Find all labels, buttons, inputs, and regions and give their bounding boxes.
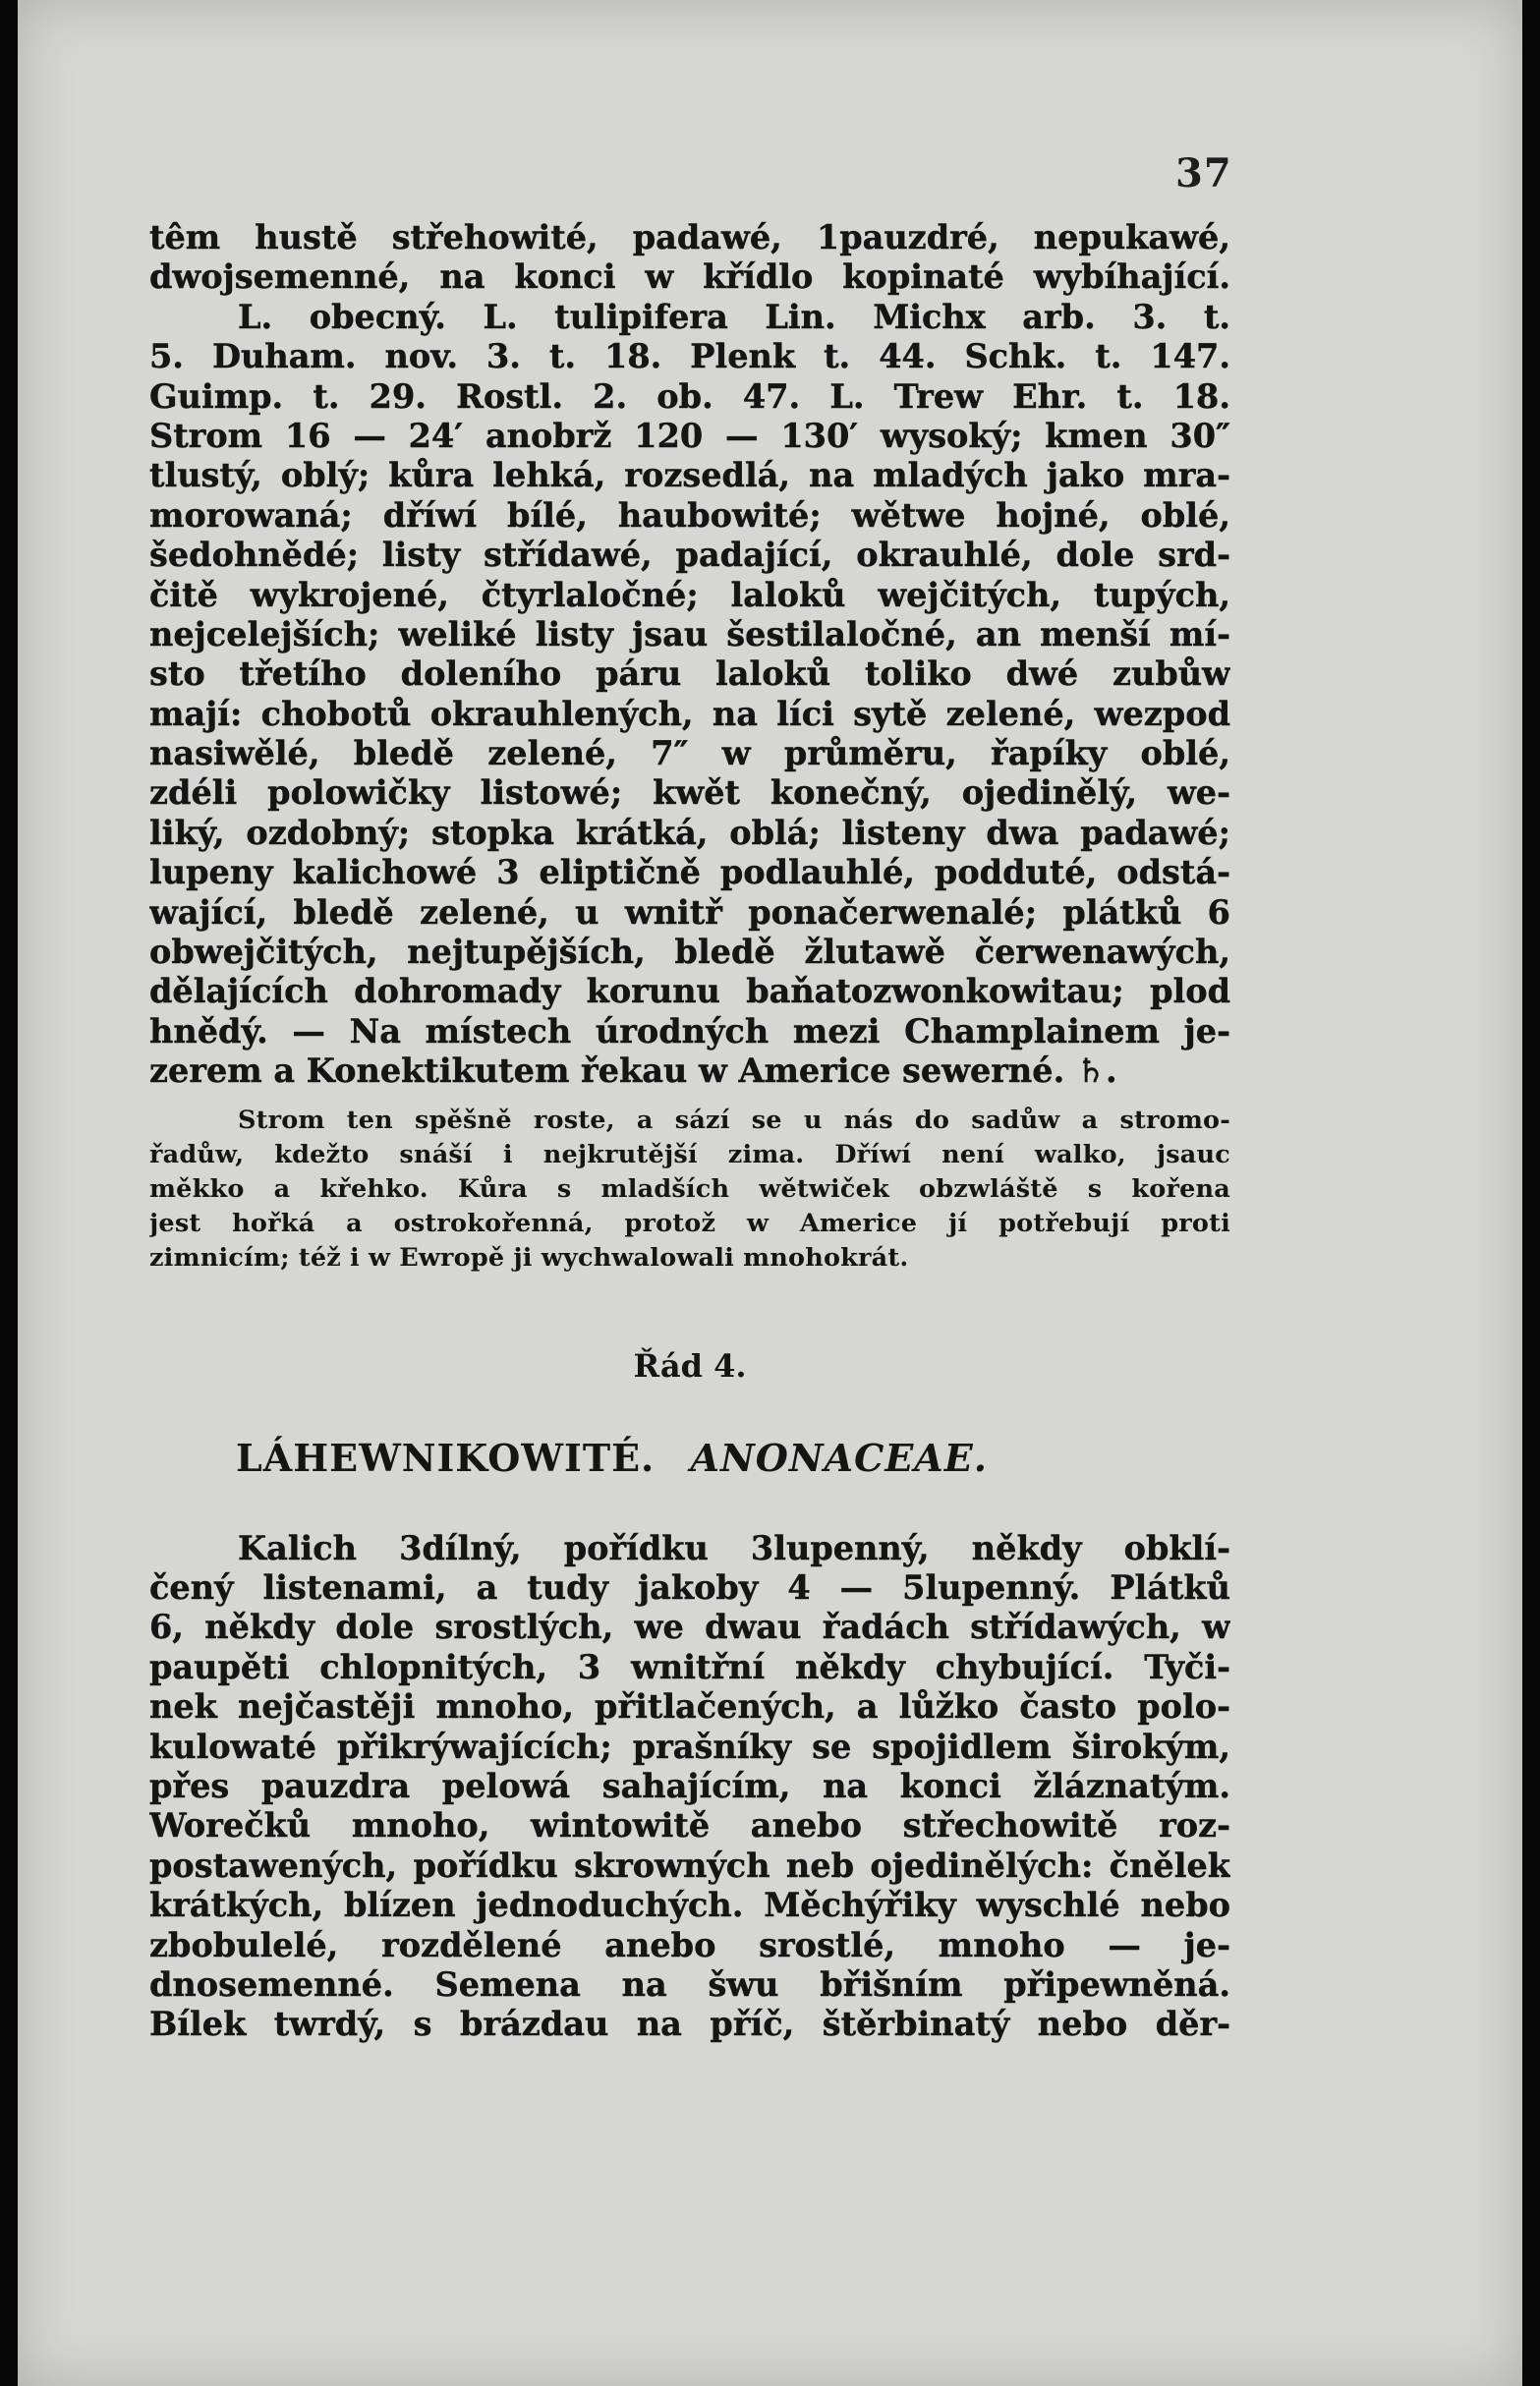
text-line: krátkých, blízen jednoduchých. Měchýřiky wyschlé nebo xyxy=(149,1886,1230,1925)
page-body xyxy=(149,218,1230,2045)
text-line: postawených, pořídku skrowných neb ojedinělých: čnělek xyxy=(149,1846,1230,1885)
text-line: přes pauzdra pelowá sahajícím, na konci žláznatým. xyxy=(149,1766,1230,1805)
family-name-latin: ANONACEAE. xyxy=(690,1435,988,1480)
text-line: 6, někdy dole srostlých, we dwau řadách střídawých, w xyxy=(149,1608,1230,1647)
family-heading xyxy=(149,1433,1230,1484)
text-line: Worečků mnoho, wintowitě anebo střechowitě roz- xyxy=(149,1806,1230,1846)
text-line: čitě wykrojené, čtyrlaločné; laloků wejčitých, tupých, xyxy=(149,575,1230,614)
text-line: lupeny kalichowé 3 eliptičně podlauhlé, podduté, odstá- xyxy=(149,853,1230,892)
text-line: sto třetího doleního páru laloků toliko dwé zubůw xyxy=(149,654,1230,694)
text-line: Kalich 3dílný, pořídku 3lupenný, někdy obklí- xyxy=(238,1528,1230,1567)
note-line: měkko a křehko. Kůra s mladších wětwiček obzwláště s kořena xyxy=(149,1173,1230,1204)
text-line: nejcelejších; weliké listy jsau šestilaločné, an menší mí- xyxy=(149,614,1230,653)
text-line: šedohnědé; listy střídawé, padající, okrauhlé, dole srd- xyxy=(149,536,1230,575)
species-heading-line: L. obecný. L. tulipifera Lin. Michx arb. 3. t. xyxy=(238,297,1230,336)
small-print-note xyxy=(149,1104,1230,1138)
text-line: čený listenami, a tudy jakoby 4 — 5lupenný. Plátků xyxy=(149,1567,1230,1607)
order-heading: Řád 4. xyxy=(633,1346,747,1385)
text-line: têm hustě střehowité, padawé, 1pauzdré, nepukawé, xyxy=(149,218,1230,256)
species-paragraph xyxy=(149,218,1230,1092)
book-page xyxy=(18,0,1522,2386)
text-line: mají: chobotů okrauhlených, na líci sytě zelené, wezpod xyxy=(149,694,1230,733)
text-line: Bílek twrdý, s brázdau na příč, štěrbinatý nebo děr- xyxy=(149,2005,1230,2044)
text-line: zerem a Konektikutem řekau w Americe sewerné. ♄. xyxy=(149,1051,1117,1091)
text-line: Guimp. t. 29. Rostl. 2. ob. 47. L. Trew Ehr. t. 18. xyxy=(149,376,1230,416)
note-line: Strom ten spěšně roste, a sází se u nás do sadůw a stromo- xyxy=(238,1105,1230,1135)
text-line: nek nejčastěji mnoho, přitlačených, a lůžko často polo- xyxy=(149,1687,1230,1727)
text-line: dnosemenné. Semena na šwu břišním připewněná. xyxy=(149,1964,1230,2004)
text-line: zdéli polowičky listowé; kwět konečný, ojedinělý, we- xyxy=(149,773,1230,813)
note-line: řadůw, kdežto snáší i nejkrutější zima. Dříwí není walko, jsauc xyxy=(149,1139,1230,1169)
text-line: hnědý. — Na místech úrodných mezi Champlainem je- xyxy=(149,1011,1230,1051)
text-line: obwejčitých, nejtupějších, bledě žlutawě čerwenawých, xyxy=(149,933,1230,972)
text-line: paupěti chlopnitých, 3 wnitřní někdy chybující. Tyči- xyxy=(149,1647,1230,1686)
text-line: morowaná; dříwí bílé, haubowité; wětwe hojné, oblé, xyxy=(149,495,1230,535)
text-line: dwojsemenné, na konci w křídlo kopinaté wybíhající. xyxy=(149,257,1230,297)
text-line: kulowaté přikrýwajících; prašníky se spojidlem širokým, xyxy=(149,1727,1230,1766)
family-description xyxy=(149,1529,1230,2045)
text-line: nasiwělé, bledě zelené, 7″ w průměru, řapíky oblé, xyxy=(149,734,1230,773)
small-print-note-continued xyxy=(149,1138,1230,1276)
note-line: jest hořká a ostrokořenná, protož w Americe jí potřebují proti xyxy=(149,1208,1230,1238)
text-line: liký, ozdobný; stopka krátká, oblá; listeny dwa padawé; xyxy=(149,813,1230,852)
page-number: 37 xyxy=(1175,150,1232,197)
note-line: zimnicím; též i w Ewropě ji wychwalowali mnohokrát. xyxy=(149,1242,909,1273)
text-line: 5. Duham. nov. 3. t. 18. Plenk t. 44. Schk. t. 147. xyxy=(149,337,1230,376)
family-name-czech: LÁHEWNIKOWITÉ. xyxy=(236,1435,656,1480)
text-line: Strom 16 — 24′ anobrž 120 — 130′ wysoký; kmen 30″ xyxy=(149,416,1230,455)
text-line: tlustý, oblý; kůra lehká, rozsedlá, na mladých jako mra- xyxy=(149,456,1230,495)
text-line: dělajících dohromady korunu baňatozwonkowitau; plod xyxy=(149,972,1230,1011)
text-line: wající, bledě zelené, u wnitř ponačerwenalé; plátků 6 xyxy=(149,892,1230,932)
text-line: zbobulelé, rozdělené anebo srostlé, mnoho — je- xyxy=(149,1925,1230,1964)
